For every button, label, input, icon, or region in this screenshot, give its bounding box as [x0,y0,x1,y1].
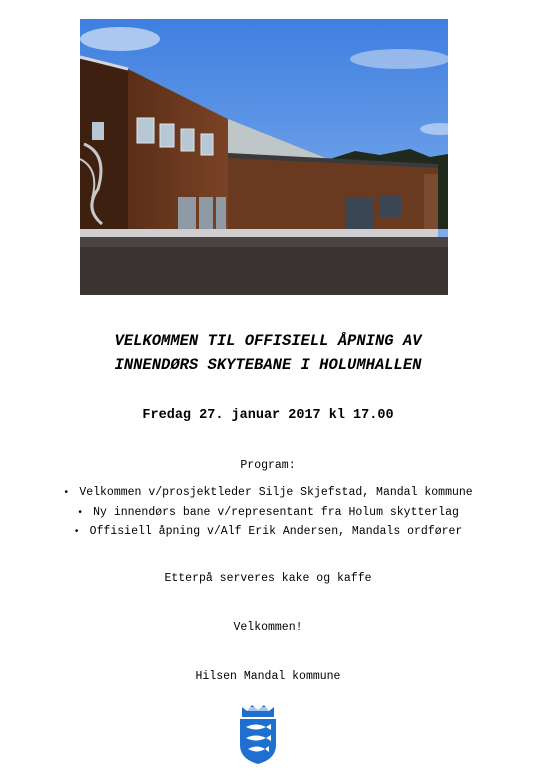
program-item-text: Ny innendørs bane v/representant fra Holum skytterlag [93,505,459,519]
program-item-text: Offisiell åpning v/Alf Erik Andersen, Mandals ordfører [89,525,463,538]
title-line-2: INNENDØRS SKYTEBANE I HOLUMHALLEN [114,356,422,374]
event-title [0,329,536,377]
building-photo [80,19,448,295]
signature-text: Hilsen Mandal kommune [195,670,341,683]
program-item [0,523,536,543]
program-item [0,484,536,504]
welcome-text: Velkommen! [233,621,303,634]
program-item-text: Velkommen v/prosjektleder Silje Skjefstad, Mandal kommune [79,486,473,499]
mandal-coat-of-arms-icon [238,703,278,765]
title-line-1: VELKOMMEN TIL OFFISIELL ÅPNING AV [114,332,422,350]
bullet-icon: • [77,507,84,519]
refreshments-text: Etterpå serveres kake og kaffe [164,572,372,585]
event-date: Fredag 27. januar 2017 kl 17.00 [142,408,394,423]
bullet-icon: • [73,527,80,538]
bullet-icon: • [63,488,70,499]
program-list [0,484,536,543]
program-item [0,504,536,524]
program-heading: Program: [240,459,296,472]
